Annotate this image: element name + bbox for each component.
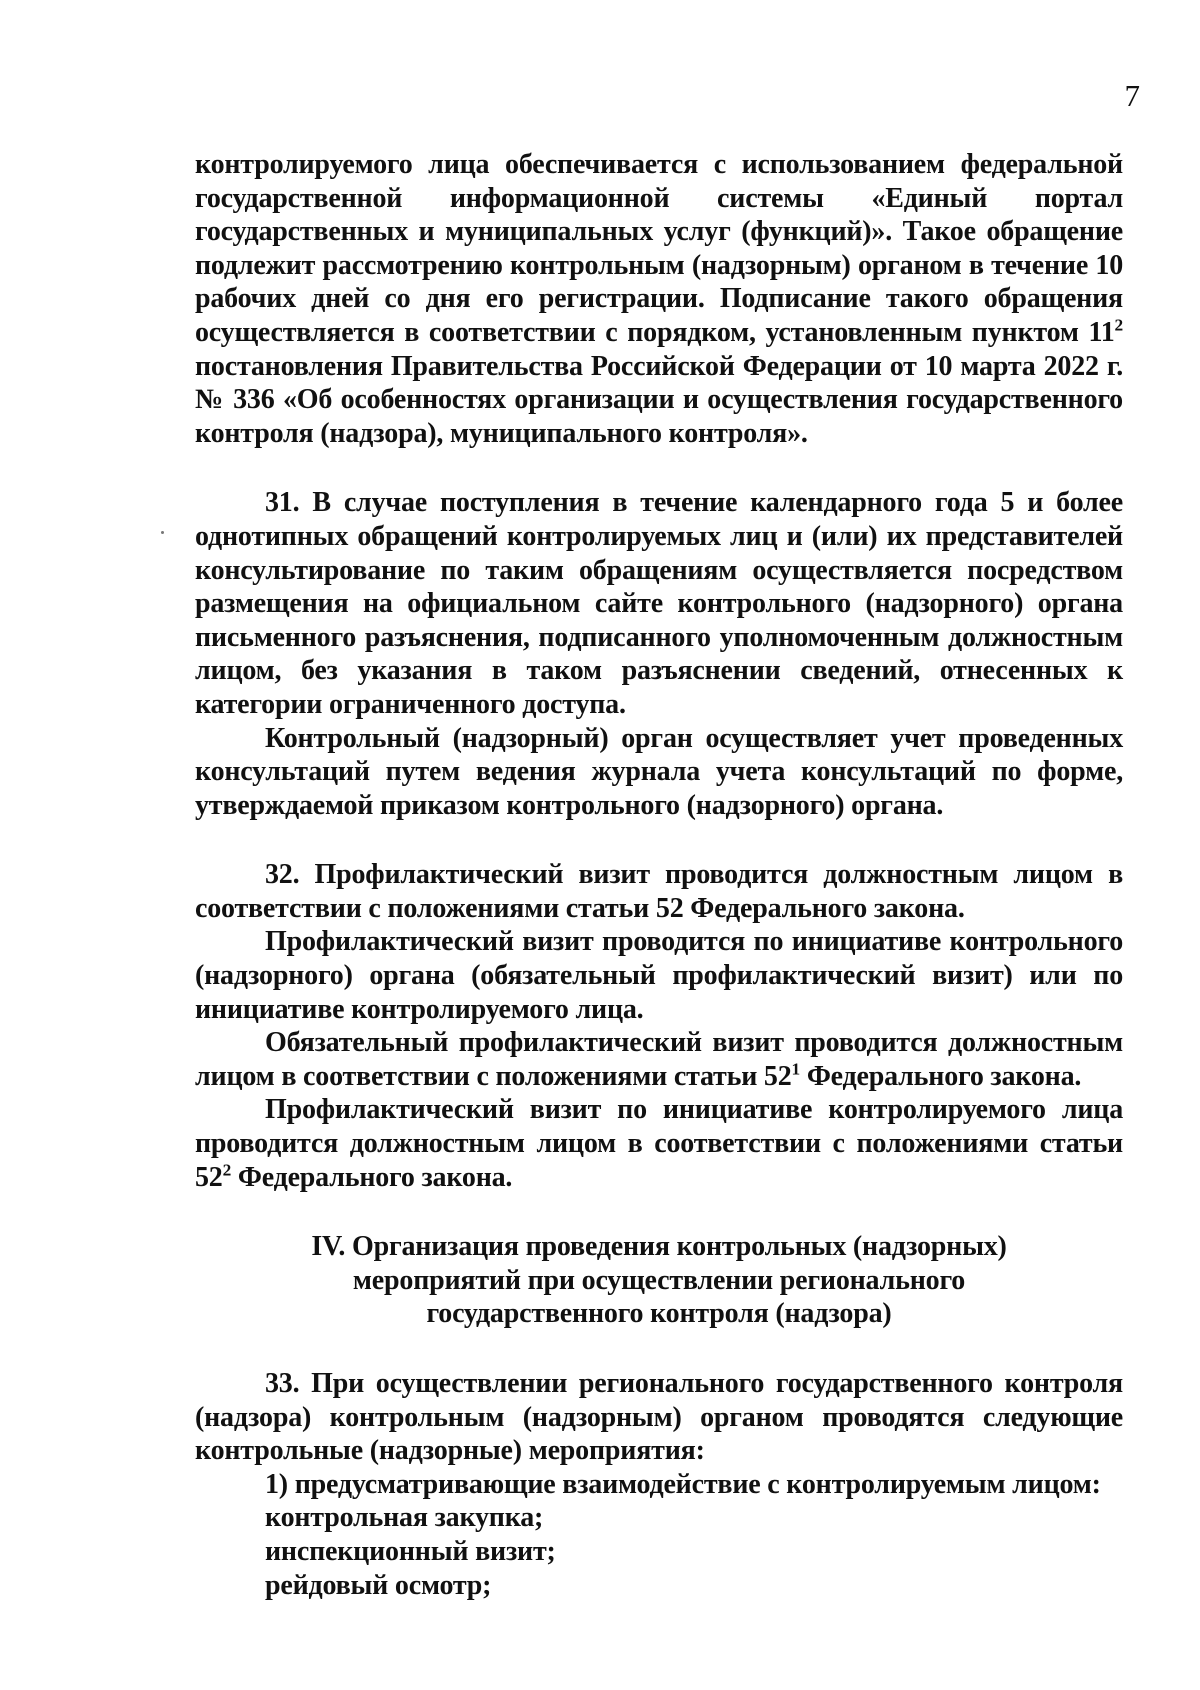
paragraph-text: постановления Правительства Российской Федерации от 10 марта 2022 г. № 336 «Об особенностях организации и осуществления государственного контроля (надзора), муниципального контроля».: [195, 350, 1123, 449]
paragraph-text: Обязательный профилактический визит проводится должностным лицом в соответствии с положениями статьи 52: [195, 1027, 1123, 1092]
document-body: [195, 148, 1123, 1602]
list-item: инспекционный визит;: [265, 1535, 556, 1567]
paragraph-text: Профилактический визит по инициативе контролируемого лица проводится должностным лицом в соответствии с положениями статьи 52: [195, 1094, 1123, 1193]
paragraph-text: Федерального закона.: [231, 1161, 513, 1193]
scan-speck: [161, 531, 164, 534]
paragraph-31-accounting: Контрольный (надзорный) орган осуществляет учет проведенных консультаций путем ведения журнала учета консультаций по форме, утверждаемой приказом контрольного (надзорного) органа.: [195, 722, 1123, 821]
paragraph-31: 31. В случае поступления в течение календарного года 5 и более однотипных обращений контролируемых лиц и (или) их представителей консультирование по таким обращениям осуществляется посредством размещения на официальном сайте контрольного (надзорного) органа письменного разъяснения, подписанного уполномоченным должностным лицом, без указания в таком разъяснении сведений, отнесенных к категории ограниченного доступа.: [195, 487, 1123, 720]
superscript: 2: [1114, 315, 1123, 335]
paragraph-32-mandatory: [195, 1026, 1123, 1093]
section-heading-line: государственного контроля (надзора): [426, 1298, 892, 1330]
paragraph-32-initiative: Профилактический визит проводится по инициативе контрольного (надзорного) органа (обязательный профилактический визит) или по инициативе контролируемого лица.: [195, 926, 1123, 1025]
list-item: рейдовый осмотр;: [265, 1569, 492, 1601]
paragraph-text: контролируемого лица обеспечивается с использованием федеральной государственной информационной системы «Единый портал государственных и муниципальных услуг (функций)». Такое обращение подлежит рассмотрению контрольным (надзорным) органом в течение 10 рабочих дней со дня его регистрации. Подписание такого обращения осуществляется в соответствии с порядком, установленным пунктом 11: [195, 149, 1123, 348]
list-item: контрольная закупка;: [265, 1502, 544, 1534]
superscript: 1: [791, 1059, 801, 1079]
paragraph-32: 32. Профилактический визит проводится должностным лицом в соответствии с положениями статьи 52 Федерального закона.: [195, 859, 1123, 924]
section-heading-line: IV. Организация проведения контрольных (надзорных): [311, 1231, 1007, 1263]
paragraph-33: 33. При осуществлении регионального государственного контроля (надзора) контрольным (надзорным) органом проводятся следующие контрольные (надзорные) мероприятия:: [195, 1368, 1123, 1467]
list-item: 1) предусматривающие взаимодействие с контролируемым лицом:: [265, 1468, 1101, 1500]
section-heading-line: мероприятий при осуществлении регионального: [352, 1264, 966, 1296]
paragraph-continuation: [195, 148, 1123, 450]
paragraph-32-controlled-person-initiative: [195, 1093, 1123, 1194]
page-number: 7: [1124, 78, 1140, 113]
superscript: 2: [222, 1160, 232, 1180]
section-heading-iv: [195, 1230, 1123, 1331]
paragraph-text: Федерального закона.: [800, 1060, 1082, 1092]
